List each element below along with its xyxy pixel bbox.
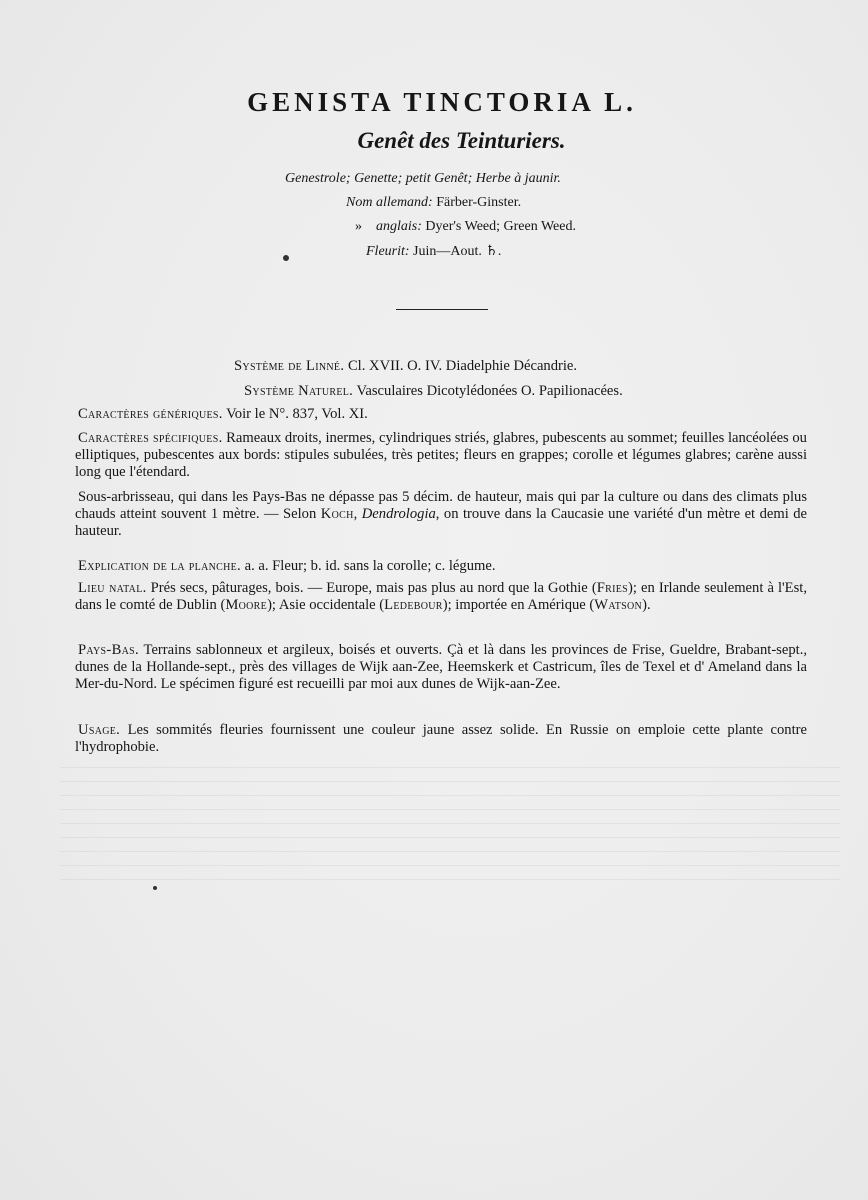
- common-names-text: Genestrole; Genette; petit Genêt; Herbe à jaunir.: [285, 171, 561, 186]
- english-label: anglais:: [376, 219, 422, 234]
- generic-value: Voir le N°. 837, Vol. XI.: [226, 406, 368, 422]
- ditto-mark: »: [355, 219, 362, 234]
- author-watson: Watson: [594, 597, 643, 614]
- synonyms-common-names: [285, 171, 561, 187]
- author-fries: Fries: [596, 580, 628, 596]
- work-title: Dendrologia: [361, 506, 436, 523]
- habitat-text-2: ); en Irlande seulement à l'Est, dans le comté de Dublin (: [75, 580, 807, 614]
- synonyms-english: [355, 219, 576, 235]
- natural-value: Vasculaires Dicotylédonées O. Papilionacées.: [356, 383, 623, 399]
- ink-speck: [283, 255, 289, 261]
- description-text-end: , on trouve dans la Caucasie une variété d'un mètre et demi de hauteur.: [75, 506, 808, 540]
- synonyms-german: [346, 195, 521, 211]
- flowering-time: [366, 243, 501, 260]
- explication-text: a. a. Fleur; b. id. sans la corolle; c. légume.: [244, 558, 496, 574]
- ink-speck: [153, 886, 157, 890]
- netherlands-paragraph: [75, 642, 807, 694]
- species-common-name: Genêt des Teinturiers.: [357, 128, 566, 153]
- natural-label: Système Naturel.: [244, 383, 354, 399]
- netherlands-label: Pays-Bas.: [78, 642, 139, 658]
- german-value: Färber-Ginster.: [436, 195, 522, 210]
- habitat-paragraph: [75, 580, 807, 614]
- linne-value: Cl. XVII. O. IV. Diadelphie Décandrie.: [347, 358, 578, 374]
- plate-explanation: [78, 558, 495, 575]
- flowering-label: Fleurit:: [366, 244, 410, 259]
- netherlands-text: Terrains sablonneux et argileux, boisés et ouverts. Çà et là dans les provinces de Frise, Gueldre, Brabant-sept., dunes de la Hollande-sept., près des villages de Wijk aan-Zee, Heemskerk et Castricum, îles de Texel et d' Ameland dans la Mer-du-Nord. Le spécimen figuré est recueilli par moi aux dunes de Wijk-aan-Zee.: [75, 642, 807, 693]
- linne-label: Système de Linné.: [234, 358, 345, 374]
- habitat-text-1: Prés secs, pâturages, bois. — Europe, mais pas plus au nord que la Gothie (: [150, 580, 597, 596]
- linne-system: [234, 358, 577, 375]
- description-text: Sous-arbrisseau, qui dans les Pays-Bas ne dépasse pas 5 décim. de hauteur, mais qui par la culture ou dans des climats plus chauds atteint souvent 1 mètre. — Selon: [75, 489, 807, 523]
- habitat-text-5: ).: [642, 597, 651, 614]
- flowering-value: Juin—Aout. ♄.: [413, 244, 502, 259]
- explication-label: Explication de la planche.: [78, 558, 241, 574]
- usage-paragraph: [75, 722, 807, 756]
- description-paragraph: [75, 489, 807, 541]
- usage-label: Usage.: [78, 722, 121, 738]
- bleed-through-texture: [60, 760, 840, 880]
- generic-characters: [78, 406, 368, 423]
- habitat-text-3: ); Asie occidentale (: [267, 597, 385, 614]
- author-koch: Koch: [320, 506, 354, 523]
- habitat-text-4: ); importée en Amérique (: [442, 597, 595, 614]
- english-value: Dyer's Weed; Green Weed.: [425, 219, 576, 234]
- usage-text: Les sommités fleuries fournissent une couleur jaune assez solide. En Russie on emploie cette plante contre l'hydrophobie.: [75, 722, 807, 756]
- generic-label: Caractères génériques.: [78, 406, 223, 422]
- author-ledebour: Ledebour: [384, 597, 443, 614]
- specific-text: Rameaux droits, inermes, cylindriques striés, glabres, pubescents au sommet; feuilles lancéolées ou elliptiques, pubescentes aux bords: stipules subulées, très petites; fleurs en grappes; corolle et légumes glabres; carène aussi long que l'étendard.: [75, 430, 807, 481]
- german-label: Nom allemand:: [346, 195, 433, 210]
- specific-label: Caractères spécifiques.: [78, 430, 223, 446]
- habitat-label: Lieu natal.: [78, 580, 147, 596]
- natural-system: [244, 383, 623, 400]
- species-title: GENISTA TINCTORIA L.: [247, 87, 637, 117]
- section-divider: [396, 309, 488, 310]
- author-moore: Moore: [225, 597, 268, 614]
- specific-characters: [75, 430, 807, 482]
- comma: ,: [353, 506, 362, 523]
